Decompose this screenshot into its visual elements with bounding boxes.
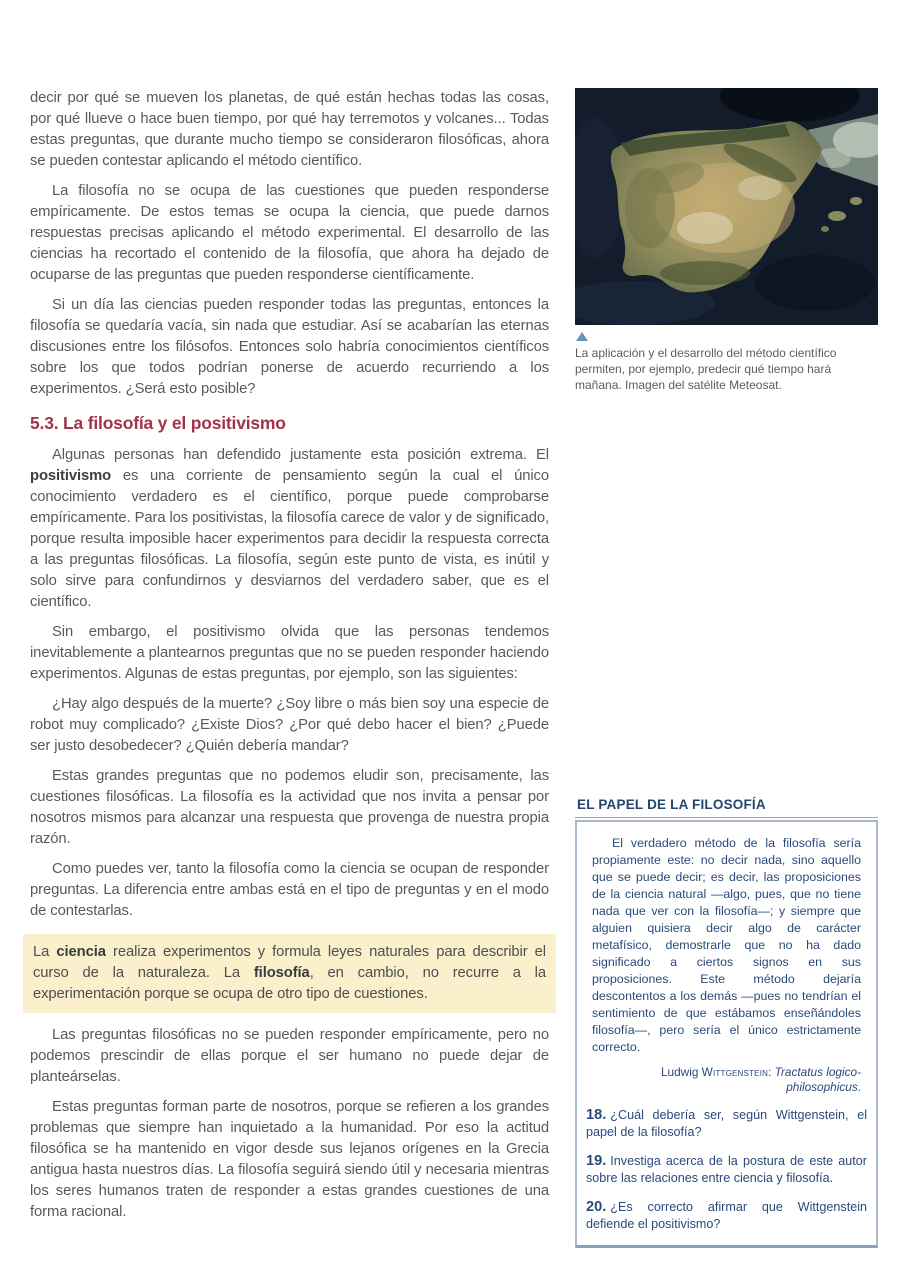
body-paragraph: La filosofía no se ocupa de las cuestiones que pueden responderse empíricamente. De estos temas se ocupa la ciencia, que puede darnos respuestas precisas aplicando el método experimental. El desarrollo de las ciencias ha recortado el contenido de la filosofía, que ahora ha dejado de ocuparse de las preguntas que pueden responderse científicamente. <box>30 183 549 283</box>
sidebar-column <box>575 88 878 1231</box>
exercise-question <box>586 1153 867 1187</box>
key-idea-highlight-box <box>23 934 556 1013</box>
body-paragraph: Como puedes ver, tanto la filosofía como la ciencia se ocupan de responder preguntas. La diferencia entre ambas está en el tipo de preguntas y en el modo de contestarlas. <box>30 861 549 919</box>
question-number: 19. <box>586 1153 607 1169</box>
panel-quote-box <box>575 820 878 1248</box>
exercise-question <box>586 1107 867 1141</box>
question-text: Investiga acerca de la postura de este autor sobre las relaciones entre ciencia y filosofía. <box>586 1154 867 1185</box>
highlight-text: realiza experimentos y formula leyes naturales para describir el curso de la naturaleza. La <box>33 944 546 981</box>
attribution-text: . <box>857 1080 861 1094</box>
body-paragraph: Estas grandes preguntas que no podemos eludir son, precisamente, las cuestiones filosóficas. La filosofía es la actividad que nos invita a pensar por nosotros mismos para alcanzar una respuesta que provenga de nuestra propia razón. <box>30 768 549 847</box>
body-paragraph: decir por qué se mueven los planetas, de qué están hechas todas las cosas, por qué llueve o hace buen tiempo, por qué hay terremotos y volcanes... Todas estas preguntas, que durante mucho tiempo se consideraron filosóficas, ahora se pueden contestar aplicando el método científico. <box>30 90 549 169</box>
highlight-text: , en cambio, no recurre a la experimentación porque se ocupa de otro tipo de cuestiones. <box>33 965 547 1002</box>
wittgenstein-quote: El verdadero método de la filosofía sería propiamente este: no decir nada, sino aquello que se puede decir; es decir, las proposiciones de la ciencia natural —algo, pues, que no tiene nada que ver con la filosofía—; y siempre que alguien quisiera decir algo de carácter metafísico, demostrarle que no ha dado significado a ciertos signos en sus proposiciones. Este método dejaría descontentos a los demás —pues no tendrían el sentimiento de que estábamos enseñándoles filosofía—, pero sería el único estrictamente correcto. <box>592 836 861 1054</box>
meteosat-satellite-image <box>575 88 878 325</box>
body-paragraph: Sin embargo, el positivismo olvida que las personas tendemos inevitablemente a plantearnos preguntas que no se pueden responder haciendo experimentos. Algunas de estas preguntas, por ejemplo, son las siguientes: <box>30 624 549 682</box>
keyword-filosofia: filosofía <box>253 965 310 981</box>
question-text: ¿Cuál debería ser, según Wittgenstein, el papel de la filosofía? <box>586 1108 867 1139</box>
attribution-text: Ludwig <box>661 1065 702 1079</box>
satellite-image-figure <box>575 88 878 325</box>
highlight-text: La <box>33 944 57 960</box>
main-text-column <box>30 88 549 1232</box>
question-number: 20. <box>586 1199 607 1215</box>
body-paragraph: Las preguntas filosóficas no se pueden responder empíricamente, pero no podemos prescindir de ellas porque el ser humano no puede dejar de planteárselas. <box>30 1027 549 1085</box>
work-title: Tractatus logico-philosophicus <box>774 1065 861 1094</box>
paragraph-text: es una corriente de pensamiento según la cual el único conocimiento verdadero es el científico, porque puede comprobarse empíricamente. Para los positivistas, la filosofía carece de valor y de significado, porque resulta imposible hacer experimentos para decidir la respuesta correcta a las preguntas filosóficas. La filosofía, según este punto de vista, es inútil y solo sirve para confundirnos y desviarnos del verdadero saber, que es el científico. <box>30 468 549 610</box>
body-paragraph: Si un día las ciencias pueden responder todas las preguntas, entonces la filosofía se quedaría vacía, sin nada que estudiar. Así se acabarían las eternas discusiones entre los filósofos. Entonces solo habría conocimientos científicos sobre los que todos podrían ponerse de acuerdo recurriendo a los experimentos. ¿Será esto posible? <box>30 297 549 397</box>
body-paragraph: ¿Hay algo después de la muerte? ¿Soy libre o más bien soy una especie de robot muy complicado? ¿Existe Dios? ¿Por qué debo hacer el bien? ¿Puede ser justo desobedecer? ¿Quién debería mandar? <box>30 696 549 754</box>
keyword-ciencia: ciencia <box>56 944 106 960</box>
question-number: 18. <box>586 1107 607 1123</box>
quote-attribution <box>592 1065 861 1095</box>
panel-heading: EL PAPEL DE LA FILOSOFÍA <box>575 797 878 818</box>
body-paragraph <box>30 445 549 613</box>
paragraph-text: Algunas personas han defendido justamente esta posición extrema. El <box>52 447 549 463</box>
keyword-positivismo: positivismo <box>30 468 112 484</box>
attribution-text: : <box>768 1065 775 1079</box>
author-name: Wittgenstein <box>701 1065 769 1079</box>
exercise-question <box>586 1199 867 1233</box>
caption-triangle-icon <box>576 332 588 341</box>
philosophy-role-panel <box>575 797 878 1248</box>
section-heading: 5.3. La filosofía y el positivismo <box>30 413 286 433</box>
question-text: ¿Es correcto afirmar que Wittgenstein defiende el positivismo? <box>586 1200 867 1231</box>
figure-caption: La aplicación y el desarrollo del método científico permiten, por ejemplo, predecir qué tiempo hará mañana. Imagen del satélite Meteosat. <box>575 346 837 392</box>
body-paragraph: Estas preguntas forman parte de nosotros, porque se refieren a los grandes problemas que siempre han inquietado a la humanidad. Por eso la actitud filosófica se ha mantenido en vigor desde sus lejanos orígenes en la Grecia antigua hasta nuestros días. La filosofía seguirá siendo útil y necesaria mientras los seres humanos traten de responder a estas grandes cuestiones de una forma racional. <box>30 1099 549 1220</box>
